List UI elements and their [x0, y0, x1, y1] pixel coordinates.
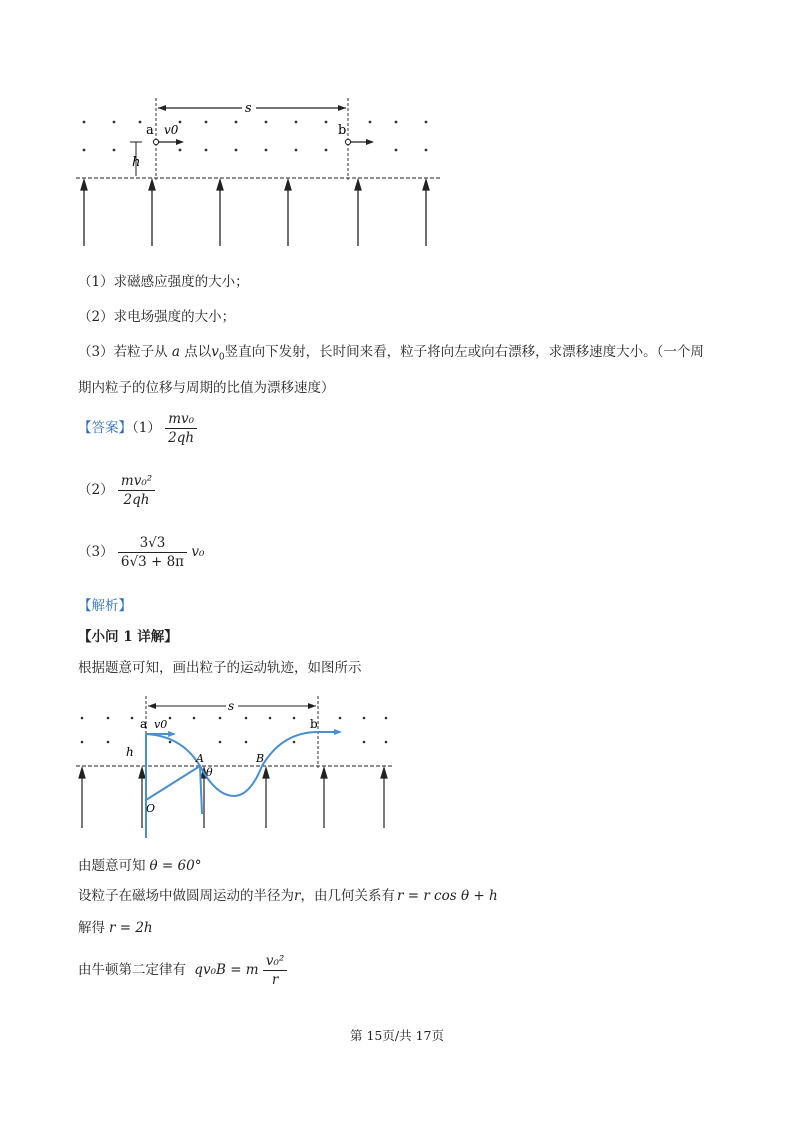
sol-label-theta: θ [206, 766, 213, 779]
answer-2: （2） $\frac{\text{mv₀²}}{2qh}$ [78, 472, 155, 509]
analysis-tag: 【解析】 [78, 598, 132, 614]
page-footer: 第 15页/共 17页 [350, 1028, 444, 1043]
solution-line-1: 由题意可知 θ = 60° [78, 858, 202, 874]
answer-3: （3） $\frac{3√3}{6√3 + 8\pi}$ v₀ [78, 535, 205, 570]
electric-field-arrows [81, 180, 429, 246]
particle-trajectory [146, 732, 340, 838]
solution-line-2: 设粒子在磁场中做圆周运动的半径为r，由几何关系有 r = r cos θ + h [78, 888, 498, 904]
label-b: b [338, 123, 347, 138]
sol-label-v0: v0 [154, 718, 168, 731]
top-field-diagram [70, 90, 450, 255]
answer-tag: 【答案】 [78, 420, 132, 436]
solution-trajectory-diagram [70, 690, 400, 840]
sol-label-B: B [256, 752, 265, 765]
sol-label-A: A [196, 752, 204, 765]
solution-line-4: 由牛顿第二定律有 qv₀B = m $\frac{\text{v₀²}}{r}$ [78, 952, 287, 989]
solution-line-3: 解得 r = 2h [78, 920, 153, 936]
label-h: h [132, 155, 141, 170]
question-2: （2）求电场强度的大小； [78, 309, 236, 325]
label-v0: v0 [164, 123, 179, 137]
sol-label-h: h [126, 745, 134, 759]
magnetic-field-dots [83, 121, 428, 152]
answer-1: 【答案】（1） $\frac{\text{mv₀}}{2qh}$ [78, 410, 197, 447]
question-1: （1）求磁感应强度的大小； [78, 274, 249, 290]
sol-label-b: b [310, 717, 318, 731]
sub-question-tag: 【小问 1 详解】 [78, 629, 178, 645]
sol-label-O: O [146, 802, 156, 815]
sol-label-s: s [228, 699, 235, 713]
label-a: a [146, 123, 154, 138]
label-s: s [245, 101, 252, 116]
analysis-line-1: 根据题意可知，画出粒子的运动轨迹，如图所示 [78, 660, 362, 676]
sol-label-a: a [140, 717, 148, 731]
question-3-line-1: （3）若粒子从 a 点以$v_0$竖直向下发射，长时间来看，粒子将向左或向右漂移，求漂移速度大小。（一个周 [78, 344, 704, 363]
question-3-line-2: 期内粒子的位移与周期的比值为漂移速度） [78, 380, 335, 396]
